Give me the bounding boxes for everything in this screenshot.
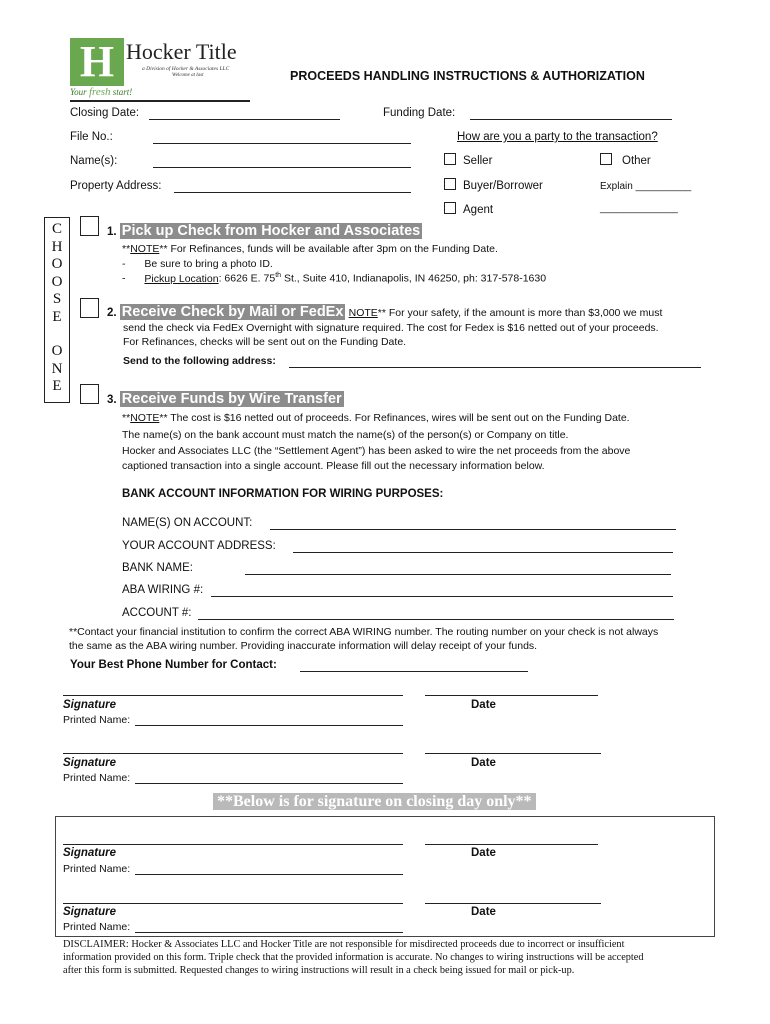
option-2-line-3: For Refinances, checks will be sent out on the Funding Date. <box>123 336 407 348</box>
signature-line-2[interactable] <box>63 753 403 754</box>
choose-letter: N <box>51 360 63 377</box>
bullet-dash: - <box>122 272 126 285</box>
date-line-2[interactable] <box>425 753 601 754</box>
phone-label: Your Best Phone Number for Contact: <box>70 659 277 671</box>
printed-name-field-2[interactable] <box>135 783 403 784</box>
option-1-heading-row <box>107 223 422 239</box>
option-2-number: 2. <box>107 307 117 319</box>
closing-day-box <box>55 816 715 937</box>
names-on-account-label: NAME(S) ON ACCOUNT: <box>122 517 253 529</box>
signature-label-2: Signature <box>63 757 117 769</box>
option-3-line-3: Hocker and Associates LLC (the “Settlement Agent”) has been asked to wire the net proceeds from the above <box>122 445 631 457</box>
option-2-note-label: NOTE <box>348 307 378 319</box>
option-2-line-2: send the check via FedEx Overnight with signature required. The cost for Fedex is $16 netted out of your proceeds. <box>123 322 659 334</box>
account-number-label: ACCOUNT #: <box>122 607 192 619</box>
option-2-heading: Receive Check by Mail or FedEx <box>121 304 344 320</box>
signature-label-3: Signature <box>63 847 117 859</box>
option-3-heading-row <box>107 391 344 407</box>
choose-letter <box>45 326 69 343</box>
funding-date-label: Funding Date: <box>383 107 456 119</box>
pickup-text-a: : 6626 E. 75 <box>218 272 276 285</box>
option-1-bullet-2 <box>122 272 546 285</box>
date-line-1[interactable] <box>425 695 598 696</box>
other-checkbox[interactable] <box>600 153 612 165</box>
contact-note-2: the same as the ABA wiring number. Providing inaccurate information will delay receipt of your funds. <box>69 640 538 652</box>
closing-day-banner-text: **Below is for signature on closing day only** <box>213 793 536 810</box>
option-1-checkbox[interactable] <box>80 216 99 236</box>
seller-checkbox[interactable] <box>444 153 456 165</box>
seller-label: Seller <box>463 155 493 167</box>
tagline-start: start! <box>112 87 133 97</box>
option-3-line-4: captioned transaction into a single account. Please fill out the necessary information below. <box>122 460 545 472</box>
choose-letter: S <box>52 291 62 307</box>
disclaimer-line-2: information provided on this form. Triple check that the provided information is accurate. No changes to wiring instructions will be accepted <box>63 952 644 963</box>
signature-line-3[interactable] <box>63 844 403 845</box>
option-1-heading: Pick up Check from Hocker and Associates <box>121 223 421 239</box>
closing-date-field[interactable] <box>149 119 340 120</box>
account-address-label: YOUR ACCOUNT ADDRESS: <box>122 540 276 552</box>
choose-one-box <box>44 217 70 403</box>
closing-day-banner <box>213 793 536 811</box>
buyer-label: Buyer/Borrower <box>463 180 543 192</box>
option-3-number: 3. <box>107 394 117 406</box>
signature-line-1[interactable] <box>63 695 403 696</box>
signature-label-1: Signature <box>63 699 117 711</box>
bank-name-field[interactable] <box>245 574 671 575</box>
signature-label-4: Signature <box>63 906 117 918</box>
date-label-1: Date <box>471 699 496 711</box>
names-label: Name(s): <box>70 155 118 167</box>
buyer-checkbox[interactable] <box>444 178 456 190</box>
property-address-label: Property Address: <box>70 180 162 192</box>
note-text: ** For Refinances, funds will be available after 3pm on the Funding Date. <box>159 243 498 255</box>
date-label-2: Date <box>471 757 496 769</box>
choose-letter: C <box>51 221 62 237</box>
bullet-text: Be sure to bring a photo ID. <box>144 258 273 270</box>
option-2-line-1: ** For your safety, if the amount is more than $3,000 we must <box>377 307 663 319</box>
option-2-checkbox[interactable] <box>80 298 99 318</box>
logo-subline-2: Welcome at last <box>172 73 204 78</box>
date-label-3: Date <box>471 847 496 859</box>
option-1-note <box>122 243 498 255</box>
funding-date-field[interactable] <box>470 119 672 120</box>
closing-date-label: Closing Date: <box>70 107 140 119</box>
printed-name-field-4[interactable] <box>135 932 403 933</box>
logo-subline-1: a Division of Hocker & Associates LLC <box>142 66 230 72</box>
party-question: How are you a party to the transaction? <box>457 131 658 143</box>
choose-letter: H <box>51 238 63 255</box>
aba-field[interactable] <box>211 596 673 597</box>
printed-name-field-1[interactable] <box>135 725 403 726</box>
note-label: NOTE <box>130 243 160 255</box>
pickup-sup: th <box>275 272 282 279</box>
tagline-your: Your <box>70 87 87 97</box>
logo-letter: H <box>79 37 115 86</box>
bank-heading: BANK ACCOUNT INFORMATION FOR WIRING PURPOSES: <box>122 488 444 500</box>
printed-name-label-2: Printed Name: <box>63 772 131 784</box>
option-2-heading-row <box>107 304 662 320</box>
page-title: PROCEEDS HANDLING INSTRUCTIONS & AUTHORIZATION <box>290 69 645 83</box>
printed-name-label-4: Printed Name: <box>63 921 131 933</box>
explain-label: Explain __________ <box>600 181 692 192</box>
option-1-bullet-1 <box>122 258 273 270</box>
explain-line: ______________ <box>600 203 678 214</box>
date-label-4: Date <box>471 906 496 918</box>
printed-name-label-3: Printed Name: <box>63 863 131 875</box>
disclaimer-line-1: DISCLAIMER: Hocker & Associates LLC and Hocker Title are not responsible for misdirected proceeds due to incorrect or insufficient <box>63 939 625 950</box>
account-number-field[interactable] <box>198 619 674 620</box>
agent-label: Agent <box>463 204 494 216</box>
choose-letter: E <box>52 308 62 325</box>
logo-name: Hocker Title <box>126 39 237 64</box>
option-3-line-2: The name(s) on the bank account must match the name(s) of the person(s) or Company on title. <box>122 429 569 441</box>
agent-checkbox[interactable] <box>444 202 456 214</box>
note-label: NOTE <box>130 412 160 424</box>
logo-mark <box>70 38 124 86</box>
other-label: Other <box>622 155 651 167</box>
option-3-heading: Receive Funds by Wire Transfer <box>121 391 342 407</box>
note-text: ** The cost is $16 netted out of proceeds. For Refinances, wires will be sent out on the Funding Date. <box>159 412 630 424</box>
send-address-field[interactable] <box>289 367 701 368</box>
option-3-note <box>122 412 630 424</box>
names-field[interactable] <box>153 167 411 168</box>
date-line-4[interactable] <box>425 903 601 904</box>
signature-line-4[interactable] <box>63 903 403 904</box>
choose-letter: O <box>51 273 63 290</box>
pickup-text-b: St., Suite 410, Indianapolis, IN 46250, ph: 317-578-1630 <box>281 272 547 285</box>
note-prefix: ** <box>122 243 131 255</box>
tagline-fresh: fresh <box>88 86 111 98</box>
option-3-checkbox[interactable] <box>80 384 99 404</box>
file-no-label: File No.: <box>70 131 113 143</box>
note-prefix: ** <box>122 412 131 424</box>
bullet-dash: - <box>122 258 126 270</box>
choose-letter: E <box>52 378 62 394</box>
property-address-field[interactable] <box>174 192 411 193</box>
account-address-field[interactable] <box>293 552 673 553</box>
aba-label: ABA WIRING #: <box>122 584 204 596</box>
option-1-number: 1. <box>107 226 117 238</box>
phone-field[interactable] <box>300 671 528 672</box>
names-on-account-field[interactable] <box>270 529 676 530</box>
printed-name-field-3[interactable] <box>135 874 403 875</box>
choose-letter: O <box>51 343 63 359</box>
logo-underline <box>70 100 250 102</box>
pickup-label: Pickup Location <box>144 272 219 285</box>
date-line-3[interactable] <box>425 844 598 845</box>
send-address-label: Send to the following address: <box>123 355 276 367</box>
printed-name-label-1: Printed Name: <box>63 714 131 726</box>
disclaimer-line-3: after this form is submitted. Requested changes to wiring instructions will result in a check being issued for mail or pick-up. <box>63 965 575 976</box>
file-no-field[interactable] <box>153 143 411 144</box>
contact-note-1: **Contact your financial institution to confirm the correct ABA WIRING number. The routing number on your check is not always <box>69 626 659 638</box>
logo-tagline <box>70 86 132 98</box>
choose-letter: O <box>51 256 63 272</box>
bank-name-label: BANK NAME: <box>122 562 193 574</box>
